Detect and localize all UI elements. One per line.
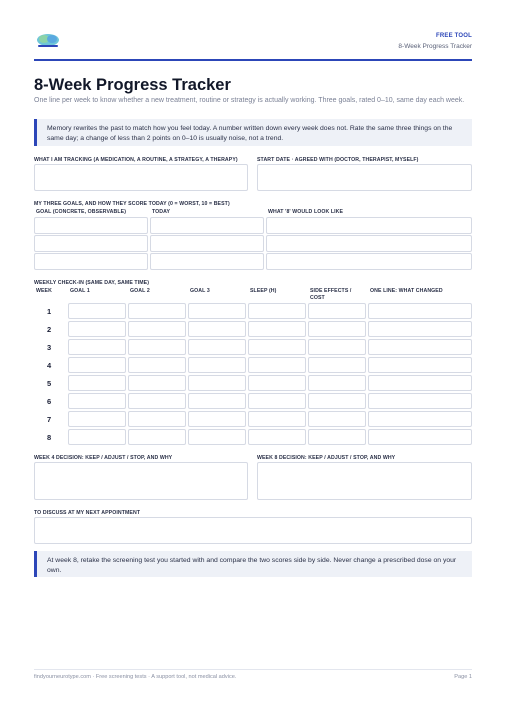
week-4-sleep-cell[interactable] [248,357,306,373]
week-8-what-changed-cell[interactable] [368,429,472,445]
week4-decision-label: WEEK 4 DECISION: KEEP / ADJUST / STOP, AND WHY [34,455,173,461]
week-6-side-effects-cell[interactable] [308,393,366,409]
week-8-side-effects-cell[interactable] [308,429,366,445]
goal-1-today-field[interactable] [150,217,264,234]
footer-text: findyourneurotype.com · Free screening tests · A support tool, not medical advice. [34,674,237,680]
week-8-goal-2-cell[interactable] [128,429,186,445]
header-rule [34,59,472,61]
week-1-goal-3-cell[interactable] [188,303,246,319]
week-4-side-effects-cell[interactable] [308,357,366,373]
week-2-goal-1-cell[interactable] [68,321,126,337]
week-5-sleep-cell[interactable] [248,375,306,391]
brain-logo-icon [35,33,61,49]
weekly-heading: WEEKLY CHECK-IN (SAME DAY, SAME TIME) [34,280,150,286]
goal-1-field[interactable] [34,217,148,234]
footer-rule [34,669,472,670]
discuss-label: TO DISCUSS AT MY NEXT APPOINTMENT [34,510,141,516]
week-7-sleep-cell[interactable] [248,411,306,427]
header-subtitle: 8-Week Progress Tracker [398,43,472,50]
week4-decision-field[interactable] [34,462,248,500]
week-2-what-changed-cell[interactable] [368,321,472,337]
week-number: 2 [47,325,52,334]
week-number: 3 [47,343,52,352]
goal-2-field[interactable] [34,235,148,252]
page-number: Page 1 [454,674,472,680]
week-number: 4 [47,361,52,370]
goal-1-eight-field[interactable] [266,217,472,234]
memory-callout: Memory rewrites the past to match how you feel today. A number written down every week does not. Rate the same three things on the same day; a change of less than 2 points on 0–10 is usually noise, not a trend. [34,119,472,146]
week-7-what-changed-cell[interactable] [368,411,472,427]
week-3-what-changed-cell[interactable] [368,339,472,355]
week-2-side-effects-cell[interactable] [308,321,366,337]
goal2-column-header: GOAL 2 [130,288,150,294]
week-2-sleep-cell[interactable] [248,321,306,337]
week-7-goal-3-cell[interactable] [188,411,246,427]
week-column-header: WEEK [36,288,52,294]
week-8-goal-3-cell[interactable] [188,429,246,445]
week-number: 1 [47,307,52,316]
week-1-goal-1-cell[interactable] [68,303,126,319]
week-4-goal-2-cell[interactable] [128,357,186,373]
week-7-goal-1-cell[interactable] [68,411,126,427]
goal-3-eight-field[interactable] [266,253,472,270]
start-date-field[interactable] [257,164,472,191]
side-effects-column-header: SIDE EFFECTS / [310,288,352,294]
week-3-sleep-cell[interactable] [248,339,306,355]
goal-2-eight-field[interactable] [266,235,472,252]
retake-callout: At week 8, retake the screening test you started with and compare the two scores side by side. Never change a prescribed dose on your own. [34,551,472,577]
week-6-what-changed-cell[interactable] [368,393,472,409]
week8-decision-label: WEEK 8 DECISION: KEEP / ADJUST / STOP, AND WHY [257,455,396,461]
week-1-sleep-cell[interactable] [248,303,306,319]
free-tool-tag: FREE TOOL [435,33,472,39]
week-6-goal-3-cell[interactable] [188,393,246,409]
week-2-goal-2-cell[interactable] [128,321,186,337]
page-title: 8-Week Progress Tracker [34,76,231,94]
week-8-goal-1-cell[interactable] [68,429,126,445]
week-5-goal-2-cell[interactable] [128,375,186,391]
week-6-goal-1-cell[interactable] [68,393,126,409]
week-6-sleep-cell[interactable] [248,393,306,409]
week-3-side-effects-cell[interactable] [308,339,366,355]
week-7-goal-2-cell[interactable] [128,411,186,427]
week-5-goal-1-cell[interactable] [68,375,126,391]
goal-3-field[interactable] [34,253,148,270]
week-7-side-effects-cell[interactable] [308,411,366,427]
discuss-field[interactable] [34,517,472,544]
week-4-goal-3-cell[interactable] [188,357,246,373]
week-3-goal-3-cell[interactable] [188,339,246,355]
week8-decision-field[interactable] [257,462,472,500]
week-6-goal-2-cell[interactable] [128,393,186,409]
what-changed-column-header: ONE LINE: WHAT CHANGED [370,288,443,294]
eight-column-header: WHAT '8' WOULD LOOK LIKE [268,209,344,215]
goal1-column-header: GOAL 1 [70,288,90,294]
week-number: 8 [47,433,52,442]
week-5-what-changed-cell[interactable] [368,375,472,391]
week-4-goal-1-cell[interactable] [68,357,126,373]
week-5-side-effects-cell[interactable] [308,375,366,391]
goals-heading: MY THREE GOALS, AND HOW THEY SCORE TODAY (0 = WORST, 10 = BEST) [34,201,230,207]
week-1-what-changed-cell[interactable] [368,303,472,319]
week-3-goal-1-cell[interactable] [68,339,126,355]
week-2-goal-3-cell[interactable] [188,321,246,337]
week-number: 6 [47,397,52,406]
week-4-what-changed-cell[interactable] [368,357,472,373]
tracking-field[interactable] [34,164,248,191]
intro-text: One line per week to know whether a new treatment, routine or strategy is actually working. Three goals, rated 0–10, same day each week. [34,97,465,104]
start-date-label: START DATE · AGREED WITH (DOCTOR, THERAPIST, MYSELF) [257,157,419,163]
tracking-label: WHAT I AM TRACKING (A MEDICATION, A ROUTINE, A STRATEGY, A THERAPY) [34,157,238,163]
goal-2-today-field[interactable] [150,235,264,252]
week-number: 5 [47,379,52,388]
goal-column-header: GOAL (CONCRETE, OBSERVABLE) [36,209,127,215]
week-1-goal-2-cell[interactable] [128,303,186,319]
goal3-column-header: GOAL 3 [190,288,210,294]
sleep-column-header: SLEEP (H) [250,288,277,294]
goal-3-today-field[interactable] [150,253,264,270]
week-8-sleep-cell[interactable] [248,429,306,445]
today-column-header: TODAY [152,209,171,215]
side-effects-column-header-wrap: COST [310,295,325,301]
week-3-goal-2-cell[interactable] [128,339,186,355]
week-number: 7 [47,415,52,424]
week-1-side-effects-cell[interactable] [308,303,366,319]
week-5-goal-3-cell[interactable] [188,375,246,391]
